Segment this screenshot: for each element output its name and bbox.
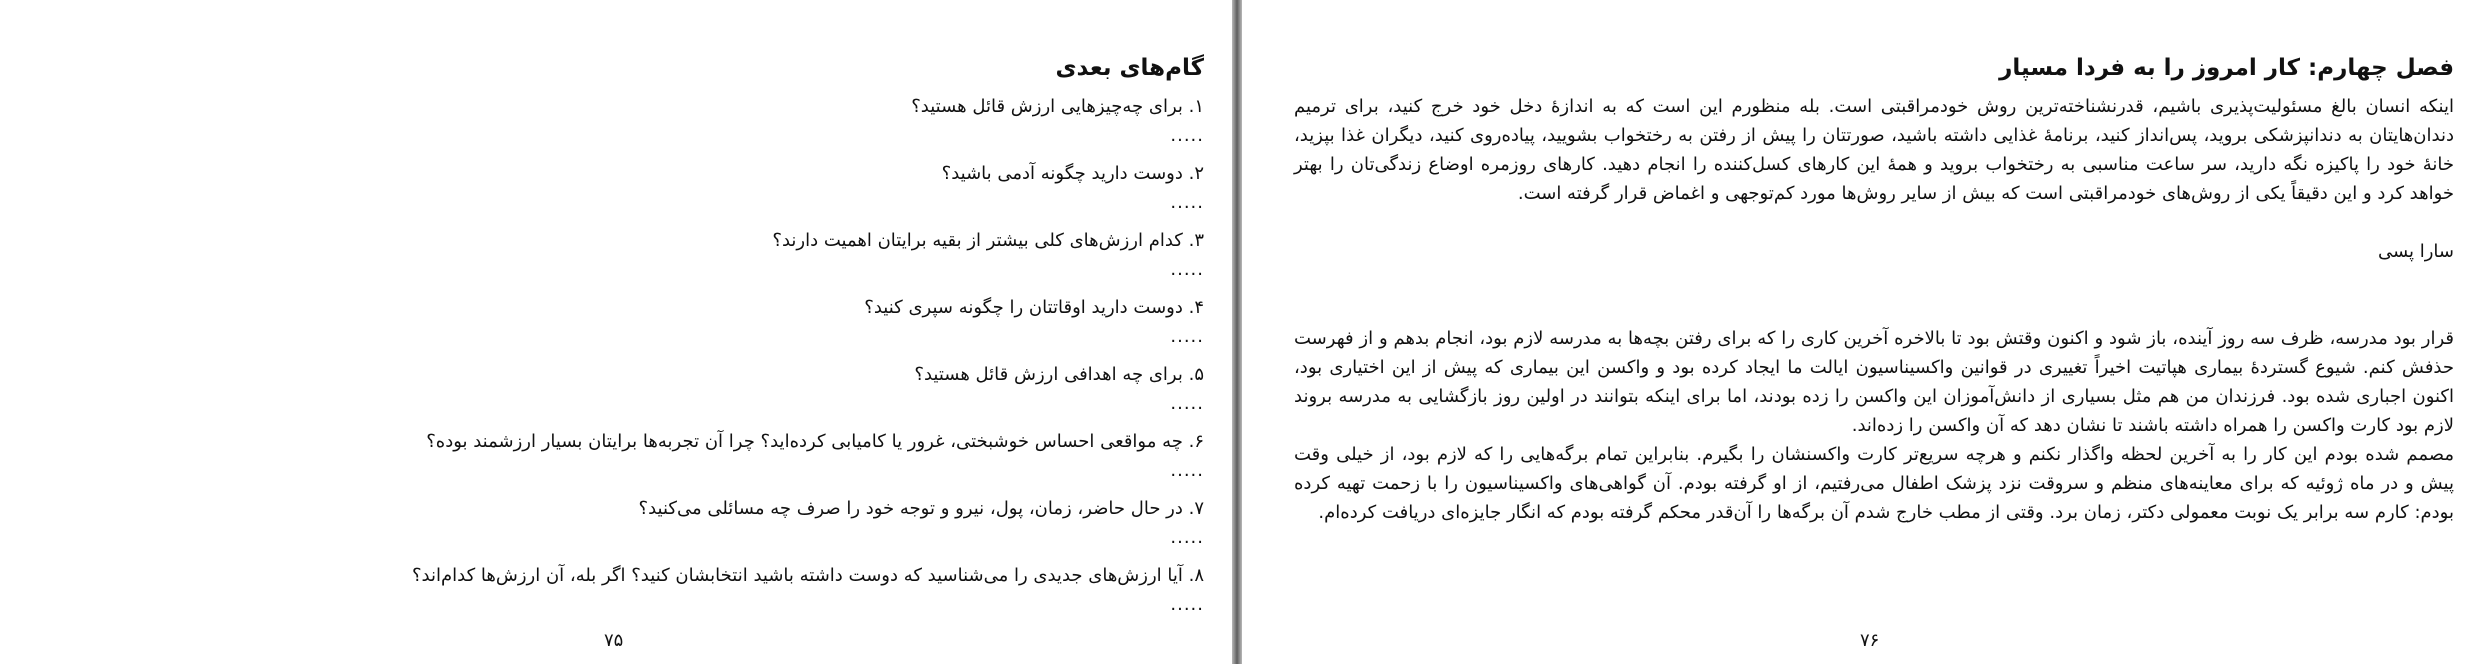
step-answer-placeholder: ..... (1170, 192, 1204, 213)
step-answer-placeholder: ..... (1170, 393, 1204, 414)
step-item (304, 561, 1204, 619)
story-paragraph: مصمم شده بودم این کار را به آخرین لحظه واگذار نکنم و هرچه سریع‌تر کارت واکسنشان را بگیرم. بنابراین تمام برگه‌هایی را که لازم بود، از خیلی وقت پیش و در ماه ژوئیه که برای معاینه‌های منظم و سروقت نزد پزشک اطفال می‌رفتیم، از او گرفته بودم. آن گواهی‌های واکسیناسیون را با زحمت تهیه کرده بودم: کارم سه برابر یک نوبت معمولی دکتر، زمان برد. وقتی از مطب خارج شدم آن برگه‌ها را آن‌قدر محکم گرفته بودم که انگار جایزه‌ای دریافت کرده‌ام. (1294, 444, 2454, 523)
chapter-section (1294, 52, 2454, 527)
step-question: ۸. آیا ارزش‌های جدیدی را می‌شناسید که دوست داشته باشید انتخابشان کنید؟ اگر بله، آن ارزش‌ها کدام‌اند؟ (411, 565, 1204, 586)
intro-paragraph: اینکه انسان بالغ مسئولیت‌پذیری باشیم، قدرنشناخته‌ترین روش خودمراقبتی است. بله منظورم این است که به اندازهٔ دخل خود خرج کنید، برای ترمیم دندان‌هایتان به دندانپزشکی بروید، پس‌انداز کنید، برنامهٔ غذایی داشته باشید، صورتتان را پیش از رفتن به رختخواب بشویید، پیاده‌روی کنید، دیگران غذا بپزید، خانهٔ خود را پاکیزه نگه دارید، سر ساعت مناسبی به رختخواب بروید و همهٔ این کارهای کسل‌کننده را انجام دهید. کارهای روزمره اوضاع زندگی‌تان را بهتر خواهد کرد و این دقیقاً یکی از روش‌های خودمراقبتی است که بیش از سایر روش‌ها مورد کم‌توجهی و اغماض قرار گرفته است. (1294, 96, 2454, 204)
step-item (304, 92, 1204, 150)
page-number: ۷۶ (1860, 630, 1880, 651)
book-gutter (1232, 0, 1242, 664)
step-answer-placeholder: ..... (1170, 125, 1204, 146)
step-question: ۱. برای چه‌چیزهایی ارزش قائل هستید؟ (911, 96, 1204, 117)
author-name: سارا پسی (2377, 241, 2454, 262)
step-question: ۵. برای چه اهدافی ارزش قائل هستید؟ (914, 364, 1204, 385)
story-paragraph: قرار بود مدرسه، ظرف سه روز آینده، باز شود و اکنون وقتش بود تا بالاخره آخرین کاری را که برای رفتن بچه‌ها به مدرسه لازم بود، انجام بدهم و از فهرست حذفش کنم. شیوع گستردهٔ بیماری هپاتیت اخیراً تغییری در قوانین واکسیناسیون ایالت ما ایجاد کرده بود و واکسن این بیماری که پیش از این اختیاری بود، اکنون اجباری شده بود. فرزندان من هم مثل بسیاری از دانش‌آموزان این واکسن را زده بودند، اما برای اینکه بتوانند در اولین روز بازگشایی به مدرسه بروند لازم بود کارت واکسن را همراه داشته باشند تا نشان دهد که آن واکسن را زده‌اند. (1294, 328, 2454, 436)
step-answer-placeholder: ..... (1170, 594, 1204, 615)
page-76 (1242, 0, 2482, 664)
step-item (304, 427, 1204, 485)
step-question: ۶. چه مواقعی احساس خوشبختی، غرور یا کامیابی کرده‌اید؟ چرا آن تجربه‌ها برایتان بسیار ارزشمند بوده؟ (426, 431, 1204, 452)
page-75 (0, 0, 1232, 664)
step-item (304, 226, 1204, 284)
step-item (304, 159, 1204, 217)
step-answer-placeholder: ..... (1170, 460, 1204, 481)
step-question: ۷. در حال حاضر، زمان، پول، نیرو و توجه خود را صرف چه مسائلی می‌کنید؟ (638, 498, 1204, 519)
step-question: ۴. دوست دارید اوقاتتان را چگونه سپری کنید؟ (864, 297, 1204, 318)
step-question: ۳. کدام ارزش‌های کلی بیشتر از بقیه برایتان اهمیت دارند؟ (772, 230, 1204, 251)
step-answer-placeholder: ..... (1170, 527, 1204, 548)
step-answer-placeholder: ..... (1170, 326, 1204, 347)
section-title: گام‌های بعدی (1055, 55, 1204, 81)
step-item (304, 494, 1204, 552)
chapter-title: فصل چهارم: کار امروز را به فردا مسپار (1999, 55, 2454, 81)
step-answer-placeholder: ..... (1170, 259, 1204, 280)
next-steps-section (304, 52, 1204, 628)
step-question: ۲. دوست دارید چگونه آدمی باشید؟ (941, 163, 1204, 184)
steps-list (304, 92, 1204, 619)
page-number: ۷۵ (604, 630, 624, 651)
step-item (304, 360, 1204, 418)
step-item (304, 293, 1204, 351)
